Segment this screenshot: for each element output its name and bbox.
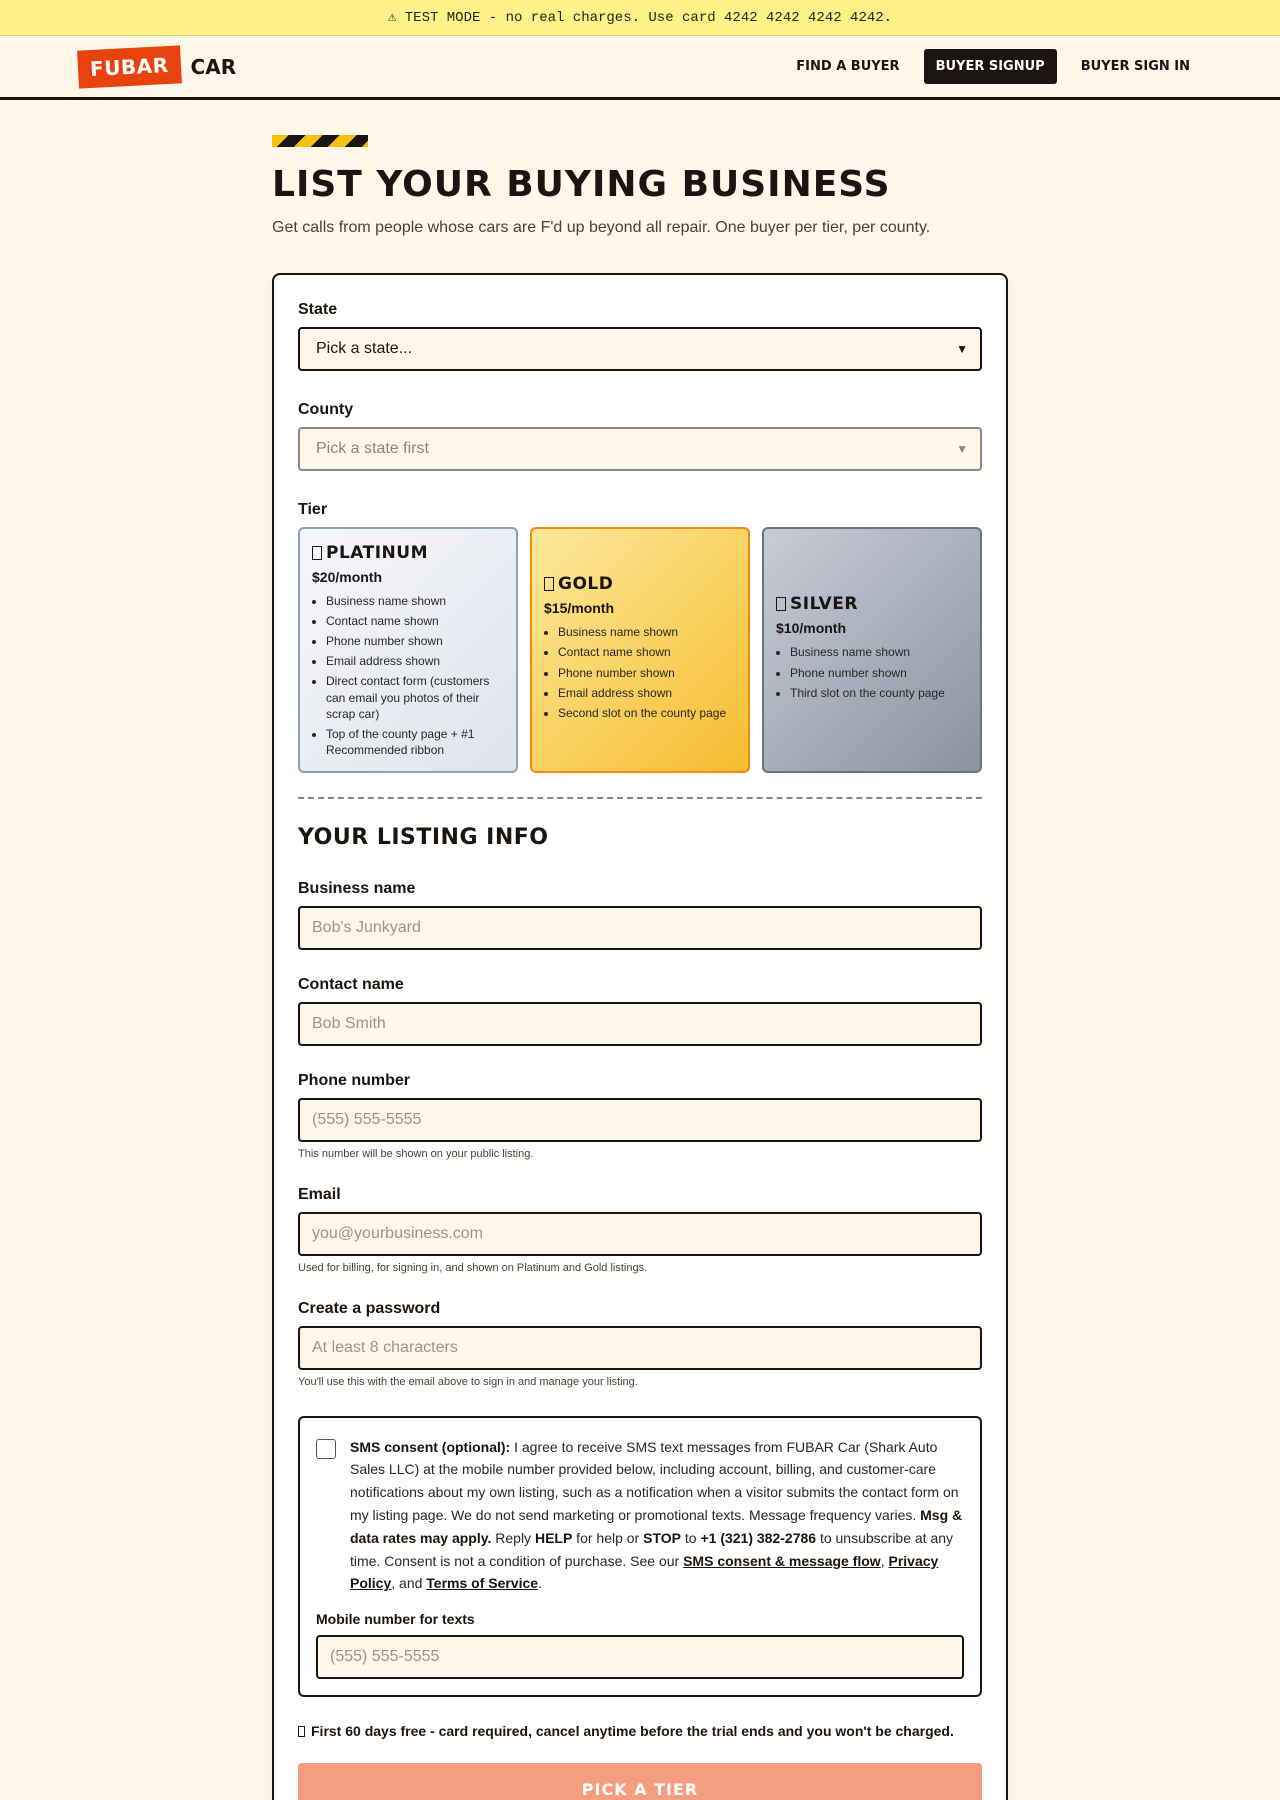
main-content — [272, 100, 1008, 1800]
tier-features — [544, 624, 736, 725]
trial-icon — [298, 1726, 305, 1737]
tier-features — [312, 593, 504, 763]
tier-card-silver[interactable] — [762, 527, 982, 773]
sms-flow-link[interactable]: SMS consent & message flow — [683, 1552, 881, 1569]
mobile-number-label: Mobile number for texts — [316, 1611, 475, 1628]
tier-feature: • Business name shown — [326, 593, 504, 609]
consent-fragment: , and — [391, 1575, 427, 1592]
tier-feature: • Business name shown — [790, 644, 968, 660]
logo-word: CAR — [190, 54, 237, 79]
tier-feature: • Business name shown — [558, 624, 736, 640]
nav-links — [784, 49, 1202, 84]
tier-price: $20/month — [312, 568, 383, 585]
sms-consent-lead: SMS consent (optional): — [350, 1438, 511, 1455]
page-title: LIST YOUR BUYING BUSINESS — [272, 164, 891, 205]
state-label: State — [298, 300, 338, 318]
logo[interactable] — [78, 48, 236, 86]
sms-number: +1 (321) 382-2786 — [700, 1529, 817, 1546]
sms-consent-box — [298, 1416, 982, 1698]
tier-feature: • Phone number shown — [558, 665, 736, 681]
password-label: Create a password — [298, 1299, 441, 1317]
placeholder-text: you@yourbusiness.com — [312, 1224, 483, 1242]
tier-price: $15/month — [544, 600, 615, 617]
email-input[interactable] — [298, 1212, 982, 1256]
password-help: You'll use this with the email above to sign in and manage your listing. — [298, 1375, 638, 1388]
tier-feature: • Top of the county page + #1 Recommended ribbon — [326, 726, 504, 758]
state-select-value: Pick a state... — [316, 339, 413, 357]
business-name-input[interactable] — [298, 906, 982, 950]
nav-buyer-sign-in[interactable]: BUYER SIGN IN — [1080, 59, 1190, 74]
consent-fragment: to — [681, 1529, 701, 1546]
county-label: County — [298, 400, 354, 418]
signup-form-card — [272, 273, 1008, 1800]
trial-note — [298, 1723, 982, 1739]
top-nav — [0, 36, 1280, 100]
tier-feature: • Phone number shown — [326, 633, 504, 649]
help-keyword: HELP — [534, 1529, 573, 1546]
pick-tier-button[interactable]: PICK A TIER — [298, 1763, 982, 1800]
stop-keyword: STOP — [643, 1529, 681, 1546]
test-mode-banner — [0, 0, 1280, 36]
consent-fragment: for help or — [572, 1529, 644, 1546]
tier-name: PLATINUM — [326, 542, 428, 563]
tier-features — [776, 644, 968, 705]
section-divider — [298, 797, 982, 799]
chevron-down-icon: ▼ — [956, 441, 968, 456]
privacy-policy-link[interactable]: Privacy Policy — [350, 1552, 939, 1592]
nav-buyer-signup[interactable]: BUYER SIGNUP — [924, 49, 1057, 84]
sms-consent-text — [350, 1436, 964, 1596]
business-name-label: Business name — [298, 879, 416, 897]
tier-options — [298, 527, 982, 773]
silver-icon — [776, 597, 786, 611]
tier-feature: • Second slot on the county page — [558, 705, 736, 721]
phone-help: This number will be shown on your public listing. — [298, 1147, 534, 1160]
phone-label: Phone number — [298, 1071, 411, 1089]
listing-info-heading: YOUR LISTING INFO — [298, 824, 549, 850]
logo-badge: FUBAR — [77, 45, 181, 88]
tier-card-platinum[interactable] — [298, 527, 518, 773]
gold-icon — [544, 577, 554, 591]
consent-fragment: to unsubscribe at any time. Consent is not a condition of purchase. See our — [350, 1529, 954, 1569]
placeholder-text: (555) 555-5555 — [330, 1648, 440, 1666]
email-label: Email — [298, 1185, 341, 1203]
tier-feature: • Third slot on the county page — [790, 685, 968, 701]
tier-feature: • Email address shown — [326, 653, 504, 669]
tier-feature: • Email address shown — [558, 685, 736, 701]
consent-fragment: . — [538, 1575, 542, 1592]
contact-name-label: Contact name — [298, 975, 404, 993]
tier-feature: • Phone number shown — [790, 665, 968, 681]
platinum-icon — [312, 546, 322, 560]
terms-link[interactable]: Terms of Service — [426, 1575, 539, 1592]
county-select-value: Pick a state first — [316, 439, 429, 457]
test-mode-text: ⚠ TEST MODE - no real charges. Use card 4242 4242 4242 4242. — [387, 10, 893, 26]
page-subtitle: Get calls from people whose cars are F'd up beyond all repair. One buyer per tier, per county. — [272, 218, 931, 236]
tier-feature: • Contact name shown — [326, 613, 504, 629]
password-input[interactable] — [298, 1326, 982, 1370]
state-select[interactable] — [298, 327, 982, 371]
hazard-stripe — [272, 135, 368, 147]
consent-fragment: , — [880, 1552, 889, 1569]
placeholder-text: Bob Smith — [312, 1014, 386, 1032]
nav-find-buyer[interactable]: FIND A BUYER — [796, 59, 900, 74]
tier-feature: • Contact name shown — [558, 644, 736, 660]
mobile-number-input[interactable] — [316, 1635, 964, 1679]
tier-price: $10/month — [776, 620, 847, 637]
email-help: Used for billing, for signing in, and shown on Platinum and Gold listings. — [298, 1261, 648, 1274]
placeholder-text: At least 8 characters — [312, 1338, 458, 1356]
tier-name: SILVER — [790, 594, 858, 615]
sms-consent-checkbox[interactable] — [316, 1439, 336, 1459]
county-select[interactable] — [298, 427, 982, 471]
consent-fragment: Reply — [491, 1529, 535, 1546]
rates-notice: Msg & data rates may apply. — [350, 1506, 963, 1546]
placeholder-text: Bob's Junkyard — [312, 918, 421, 936]
contact-name-input[interactable] — [298, 1002, 982, 1046]
consent-fragment: I agree to receive SMS text messages from FUBAR Car (Shark Auto Sales LLC) at the mobile number provided below, including account, billing, and customer-care notifications about my own listing, such as a notification when a visitor submits the contact form on my listing page. We do not send marketing or promotional texts. Message frequency varies. — [350, 1438, 959, 1523]
trial-note-text: First 60 days free - card required, cancel anytime before the trial ends and you won't be charged. — [311, 1723, 954, 1740]
tier-label: Tier — [298, 500, 328, 518]
tier-feature: • Direct contact form (customers can email you photos of their scrap car) — [326, 673, 504, 722]
phone-input[interactable] — [298, 1098, 982, 1142]
tier-name: GOLD — [558, 574, 614, 595]
placeholder-text: (555) 555-5555 — [312, 1110, 422, 1128]
chevron-down-icon: ▼ — [956, 341, 968, 356]
tier-card-gold[interactable] — [530, 527, 750, 773]
